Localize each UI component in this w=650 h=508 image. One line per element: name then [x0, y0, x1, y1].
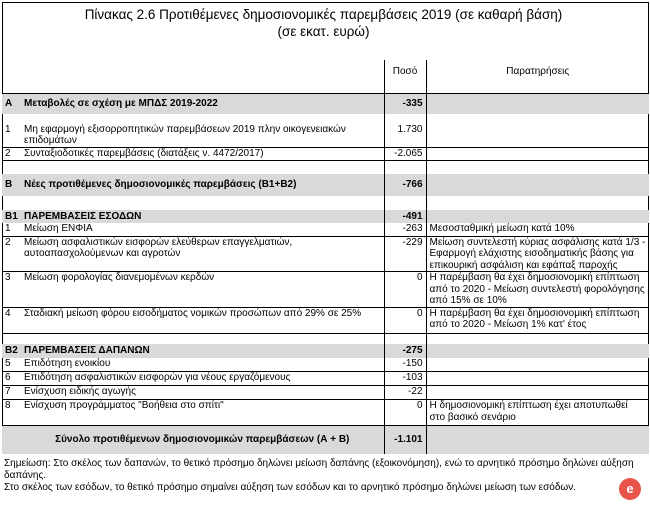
- header-notes: Παρατηρήσεις: [426, 60, 649, 94]
- table-row: 8 Ενίσχυση προγράμματος "Βοήθεια στο σπίτι" 0 Η δημοσιονομική επίπτωση έχει αποτυπωθεί στο βασικό σενάριο: [2, 400, 649, 426]
- header-amount: Ποσό: [384, 60, 426, 94]
- table-row: 4 Σταδιακή μείωση φόρου εισοδήματος νομικών προσώπων από 29% σε 25% 0 Η παρέμβαση θα έχει δημοσιονομική επίπτωση από το 2020 - Μείωση 1% κατ' έτος: [2, 307, 649, 333]
- section-b1-row: B1 ΠΑΡΕΜΒΑΣΕΙΣ ΕΣΟΔΩΝ -491: [2, 210, 649, 223]
- title-line-2: (σε εκατ. ευρώ): [277, 24, 370, 39]
- footnote: [4, 458, 644, 494]
- section-b2-row: B2 ΠΑΡΕΜΒΑΣΕΙΣ ΔΑΠΑΝΩΝ -275: [2, 344, 649, 358]
- table-row: 5 Επιδότηση ενοικίου -150: [2, 358, 649, 372]
- table-row: 7 Ενίσχυση ειδικής αγωγής -22: [2, 386, 649, 400]
- title-line-1: Πίνακας 2.6 Προτιθέμενες δημοσιονομικές παρεμβάσεις 2019 (σε καθαρή βάση): [84, 7, 563, 22]
- table-row: 6 Επιδότηση ασφαλιστικών εισφορών για νέους εργαζόμενους -103: [2, 372, 649, 386]
- table-title: [0, 6, 647, 40]
- interventions-table: [2, 60, 649, 454]
- table-row: 2 Μείωση ασφαλιστικών εισφορών ελεύθερων επαγγελματιών, αυτοαπασχολούμενων και αγροτών -229 Μείωση συντελεστή κύριας ασφάλισης κατά 1/3 - Εφαρμογή ελάχιστης εισοδηματικής βάσης για επικουρική ασφάλιση και εφάπαξ παροχής: [2, 236, 649, 272]
- table-row: 2 Συνταξιοδοτικές παρεμβάσεις (διατάξεις ν. 4472/2017) -2.065: [2, 147, 649, 160]
- table-row: 1 Μη εφαρμογή εξισορροπητικών παρεμβάσεων 2019 πλην οικογενειακών επιδομάτων 1.730: [2, 124, 649, 148]
- header-row: [2, 60, 649, 94]
- watermark-logo-icon: e: [619, 478, 641, 500]
- total-row: Σύνολο προτιθέμενων δημοσιονομικών παρεμβάσεων (Α + Β) -1.101: [2, 426, 649, 454]
- section-b-row: B Νέες προτιθέμενες δημοσιονομικές παρεμβάσεις (Β1+Β2) -766: [2, 174, 649, 196]
- section-a-row: A Μεταβολές σε σχέση με ΜΠΔΣ 2019-2022 -335: [2, 94, 649, 114]
- footnote-line-1: Σημείωση: Στο σκέλος των δαπανών, το θετικό πρόσημο δηλώνει μείωση δαπάνης (εξοικονόμηση), ενώ το αρνητικό πρόσημο δηλώνει αύξηση δαπάνης.: [4, 458, 634, 481]
- table-row: 1 Μείωση ΕΝΦΙΑ -263 Μεσοσταθμική μείωση κατά 10%: [2, 223, 649, 236]
- footnote-line-2: Στο σκέλος των εσόδων, το θετικό πρόσημο σημαίνει αύξηση των εσόδων και το αρνητικό πρόσημο δηλώνει μείωση των εσόδων.: [4, 482, 576, 493]
- table-row: 3 Μείωση φορολογίας διανεμομένων κερδών 0 Η παρέμβαση θα έχει δημοσιονομική επίπτωση από το 2020 - Μείωση συντελεστή φορολόγησης από 15% σε 10%: [2, 272, 649, 308]
